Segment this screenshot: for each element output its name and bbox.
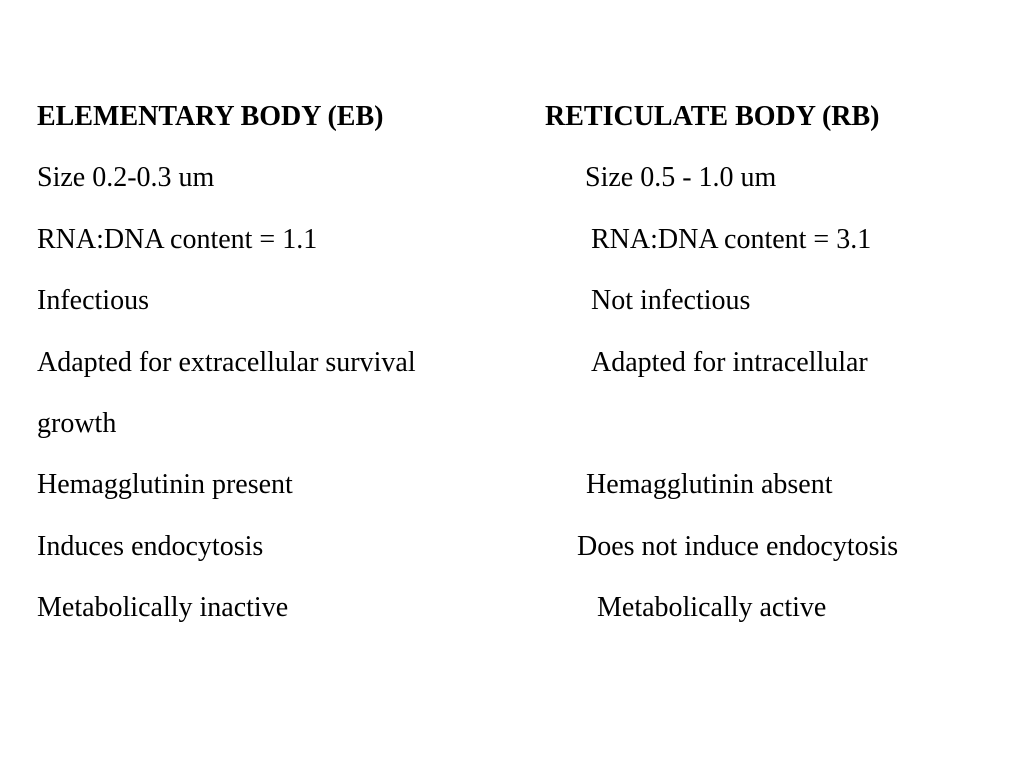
rb-hemagglutinin: Hemagglutinin absent — [586, 469, 833, 500]
rb-heading: RETICULATE BODY (RB) — [545, 101, 880, 132]
eb-size: Size 0.2-0.3 um — [37, 162, 215, 193]
eb-endocytosis: Induces endocytosis — [37, 531, 264, 562]
adaptation-continuation: growth — [37, 408, 117, 439]
rb-size: Size 0.5 - 1.0 um — [585, 162, 777, 193]
eb-heading: ELEMENTARY BODY (EB) — [37, 101, 384, 132]
eb-metabolism: Metabolically inactive — [37, 592, 289, 623]
eb-hemagglutinin: Hemagglutinin present — [37, 469, 293, 500]
eb-rna-dna: RNA:DNA content = 1.1 — [37, 224, 318, 255]
rb-metabolism: Metabolically active — [597, 592, 827, 623]
eb-infectivity: Infectious — [37, 285, 149, 316]
rb-infectivity: Not infectious — [591, 285, 751, 316]
rb-rna-dna: RNA:DNA content = 3.1 — [591, 224, 872, 255]
rb-endocytosis: Does not induce endocytosis — [577, 531, 899, 562]
eb-adaptation: Adapted for extracellular survival — [37, 347, 416, 378]
rb-adaptation: Adapted for intracellular — [591, 347, 868, 378]
